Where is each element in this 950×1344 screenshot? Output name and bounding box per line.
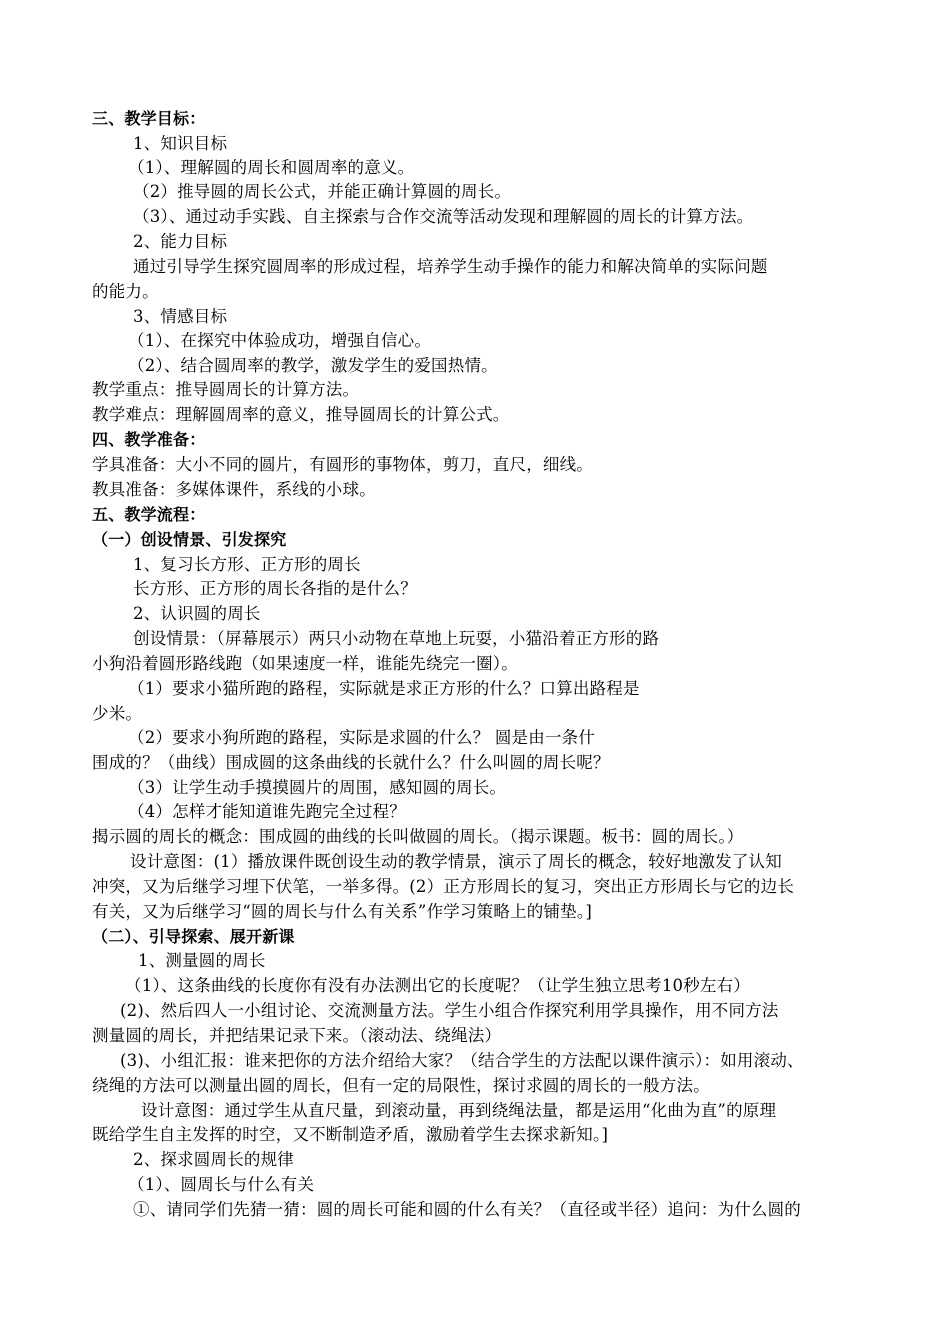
text-line: （1）、圆周长与什么有关 <box>128 1175 315 1194</box>
text-line: 3、情感目标 <box>133 307 228 326</box>
text-line: 教学难点：理解圆周率的意义，推导圆周长的计算公式。 <box>92 405 510 424</box>
text-line: 2、探求圆周长的规律 <box>133 1150 294 1169</box>
text-line: （2）要求小狗所跑的路程，实际是求圆的什么？ 圆是由一条什 <box>128 728 596 747</box>
text-line: 小狗沿着圆形路线跑（如果速度一样，谁能先绕完一圈）。 <box>92 654 518 673</box>
text-line: （1）、这条曲线的长度你有没有办法测出它的长度呢？（让学生独立思考10秒左右） <box>125 976 751 995</box>
text-line: （2）、结合圆周率的教学，激发学生的爱国热情。 <box>128 356 498 375</box>
text-line: 2、认识圆的周长 <box>133 604 261 623</box>
text-line: （2）推导圆的周长公式，并能正确计算圆的周长。 <box>133 182 512 201</box>
text-line: (2)、然后四人一小组讨论、交流测量方法。学生小组合作探究利用学具操作，用不同方法 <box>120 1001 779 1020</box>
text-line: 设计意图：通过学生从直尺量，到滚动量，再到绕绳法量，都是运用“化曲为直”的原理 <box>141 1101 777 1120</box>
text-line: 冲突，又为后继学习埋下伏笔，一举多得。(2）正方形周长的复习，突出正方形周长与它的边长 <box>92 877 795 896</box>
text-line: 测量圆的周长，并把结果记录下来。（滚动法、绕绳法） <box>92 1026 502 1045</box>
text-line: ①、请同学们先猜一猜：圆的周长可能和圆的什么有关？（直径或半径）追问：为什么圆的 <box>133 1200 801 1219</box>
text-line: 2、能力目标 <box>133 232 228 251</box>
section-heading: （二）、引导探索、展开新课 <box>92 927 295 946</box>
text-line: 1、测量圆的周长 <box>138 951 266 970</box>
section-heading: 五、教学流程： <box>92 505 206 524</box>
text-line: （3）、通过动手实践、自主探索与合作交流等活动发现和理解圆的周长的计算方法。 <box>133 207 754 226</box>
text-line: （1）、在探究中体验成功，增强自信心。 <box>128 331 432 350</box>
text-line: 绕绳的方法可以测量出圆的周长，但有一定的局限性，探讨求圆的周长的一般方法。 <box>92 1076 710 1095</box>
text-line: 的能力。 <box>92 282 159 301</box>
text-line: （4）怎样才能知道谁先跑完全过程？ <box>128 802 406 821</box>
text-line: 长方形、正方形的周长各指的是什么？ <box>133 579 417 598</box>
text-line: 少米。 <box>92 704 143 723</box>
text-line: 既给学生自主发挥的时空，又不断制造矛盾，激励着学生去探求新知。] <box>92 1125 609 1144</box>
text-line: 通过引导学生探究圆周率的形成过程，培养学生动手操作的能力和解决简单的实际问题 <box>133 257 768 276</box>
section-heading: （一）创设情景、引发探究 <box>92 530 287 549</box>
text-line: (3)、小组汇报：谁来把你的方法介绍给大家？（结合学生的方法配以课件演示）：如用滚动、 <box>120 1051 804 1070</box>
section-heading: 三、教学目标： <box>92 109 206 128</box>
text-line: （1）要求小猫所跑的路程，实际就是求正方形的什么？口算出路程是 <box>128 679 640 698</box>
text-line: （1）、理解圆的周长和圆周率的意义。 <box>128 158 415 177</box>
text-line: 创设情景：（屏幕展示）两只小动物在草地上玩耍，小猫沿着正方形的路 <box>133 629 660 648</box>
text-line: 1、知识目标 <box>133 134 228 153</box>
text-line: 设计意图：(1）播放课件既创设生动的教学情景，演示了周长的概念，较好地激发了认知 <box>130 852 782 871</box>
text-line: 1、复习长方形、正方形的周长 <box>133 555 361 574</box>
text-line: 教学重点：推导圆周长的计算方法。 <box>92 380 360 399</box>
text-line: 教具准备：多媒体课件，系线的小球。 <box>92 480 376 499</box>
text-line: 揭示圆的周长的概念：围成圆的曲线的长叫做圆的周长。（揭示课题。板书：圆的周长。） <box>92 827 744 846</box>
section-heading: 四、教学准备： <box>92 430 206 449</box>
text-line: （3）让学生动手摸摸圆片的周围，感知圆的周长。 <box>128 778 507 797</box>
text-line: 学具准备：大小不同的圆片，有圆形的事物体，剪刀，直尺，细线。 <box>92 455 593 474</box>
text-line: 围成的？（曲线）围成圆的这条曲线的长就什么？什么叫圆的周长呢？ <box>92 753 610 772</box>
text-line: 有关，又为后继学习“圆的周长与什么有关系”作学习策略上的铺垫。] <box>92 902 592 921</box>
